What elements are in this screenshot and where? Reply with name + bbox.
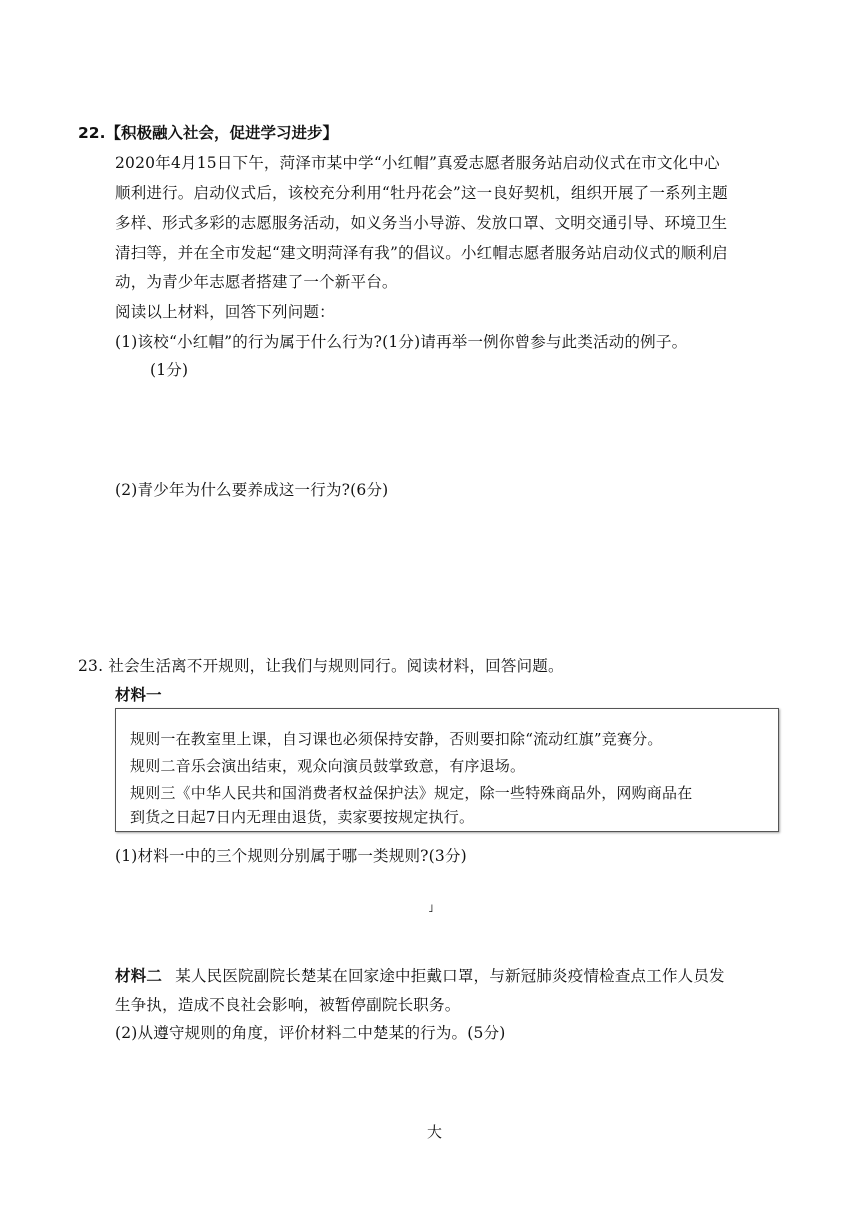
rule-3-line-2: 到货之日起7日内无理由退货，卖家要按规定执行。 [130, 808, 475, 826]
material-2-label: 材料二 [115, 967, 163, 985]
question-23-title: 23. 社会生活离不开规则，让我们与规则同行。阅读材料，回答问题。 [78, 657, 564, 675]
q22-subquestion-1: (1)该校“小红帽”的行为属于什么行为?(1分)请再举一例你曾参与此类活动的例子。 [115, 333, 688, 351]
stray-mark: ˩ [428, 902, 434, 915]
q22-paragraph-line-4: 清扫等，并在全市发起“建文明菏泽有我”的倡议。小红帽志愿者服务站启动仪式的顺利启 [115, 244, 728, 262]
material-1-label: 材料一 [115, 686, 162, 704]
q23-subquestion-1: (1)材料一中的三个规则分别属于哪一类规则?(3分) [115, 847, 467, 865]
q22-paragraph-line-1: 2020年4月15日下午，菏泽市某中学“小红帽”真爱志愿者服务站启动仪式在市文化中心 [115, 154, 720, 172]
q22-instruction: 阅读以上材料，回答下列问题： [115, 303, 335, 321]
material-2-line-1: 某人民医院副院长楚某在回家途中拒戴口罩，与新冠肺炎疫情检查点工作人员发 [175, 967, 725, 985]
question-22-title: 22.【积极融入社会，促进学习进步】 [78, 124, 338, 142]
q23-subquestion-2: (2)从遵守规则的角度，评价材料二中楚某的行为。(5分) [115, 1024, 506, 1042]
q22-paragraph-line-3: 多样、形式多彩的志愿服务活动，如义务当小导游、发放口罩、文明交通引导、环境卫生 [115, 214, 728, 232]
rule-2: 规则二音乐会演出结束，观众向演员鼓掌致意，有序退场。 [130, 757, 526, 775]
q22-paragraph-line-2: 顺利进行。启动仪式后，该校充分利用“牡丹花会”这一良好契机，组织开展了一系列主题 [115, 184, 728, 202]
material-2-line-2: 生争执，造成不良社会影响，被暂停副院长职务。 [115, 996, 461, 1014]
q22-subquestion-1-points: (1分) [150, 361, 189, 379]
material-1-box [115, 708, 779, 832]
q22-subquestion-2: (2)青少年为什么要养成这一行为?(6分) [115, 481, 389, 499]
page-footer: 大 [427, 1123, 443, 1141]
material-2-paragraph [115, 964, 725, 986]
rule-3-line-1: 规则三《中华人民共和国消费者权益保护法》规定，除一些特殊商品外，网购商品在 [130, 784, 693, 802]
q22-paragraph-line-5: 动，为青少年志愿者搭建了一个新平台。 [115, 273, 398, 291]
rule-1: 规则一在教室里上课，自习课也必须保持安静，否则要扣除“流动红旗”竞赛分。 [130, 730, 663, 748]
